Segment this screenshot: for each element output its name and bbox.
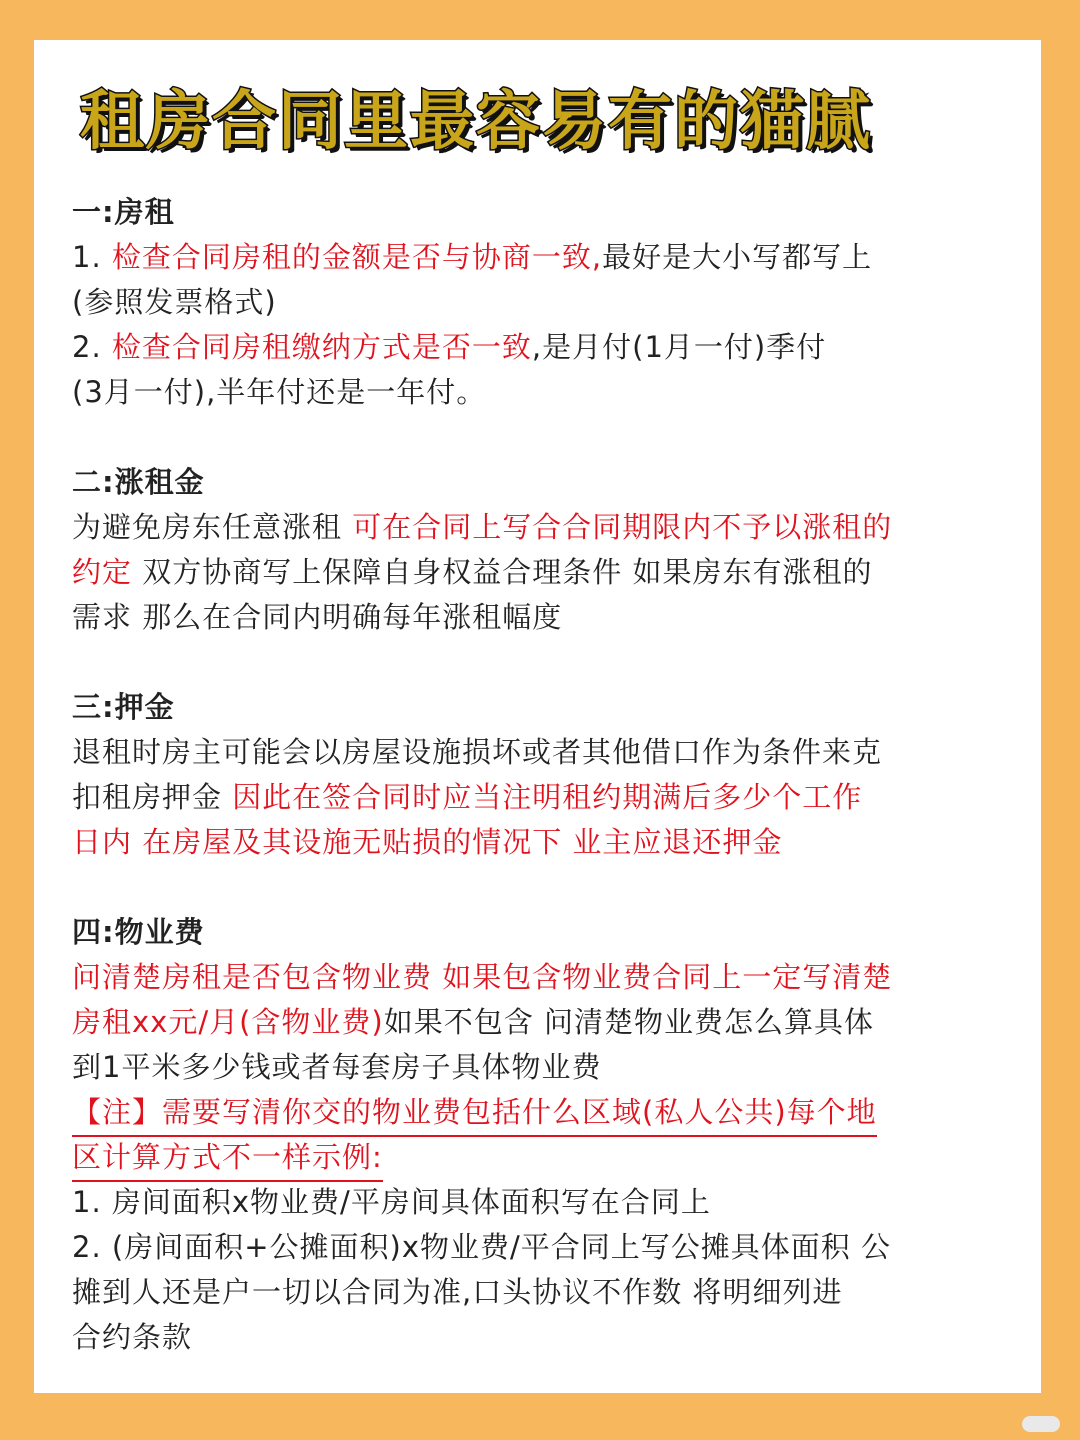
deposit-line-2-highlight: 因此在签合同时应当注明租约期满后多少个工作 — [232, 780, 863, 814]
deposit-line-2-text: 扣租房押金 — [72, 780, 233, 814]
rent-item-1-highlight: 检查合同房租的金额是否与协商一致, — [111, 240, 603, 274]
increase-line-3: 需求 那么在合同内明确每年涨租幅度 — [72, 600, 563, 634]
page-title: 租房合同里最容易有的猫腻 — [80, 84, 872, 159]
rent-item-1-continued: (参照发票格式) — [72, 285, 277, 319]
rent-item-2-highlight: 检查合同房租缴纳方式是否一致 — [111, 330, 532, 364]
rent-item-2-continued: (3月一付),半年付还是一年付。 — [72, 375, 487, 409]
rent-item-1-text: 最好是大小写都写上 — [602, 240, 873, 274]
rent-item-2-number: 2. — [72, 330, 112, 364]
content-card — [34, 40, 1041, 1393]
property-example-1: 1. 房间面积x物业费/平房间具体面积写在合同上 — [72, 1185, 711, 1219]
section-spacer — [72, 415, 1032, 460]
property-line-2-highlight: 房租xx元/月(含物业费) — [72, 1005, 384, 1039]
section-heading-property: 四:物业费 — [72, 915, 205, 949]
property-note-text-2: 区计算方式不一样示例: — [72, 1135, 383, 1182]
property-note-line-2 — [72, 1135, 1032, 1180]
deposit-line-2 — [72, 775, 1032, 820]
property-line-2-text: 如果不包含 问清楚物业费怎么算具体 — [383, 1005, 874, 1039]
increase-line-2 — [72, 550, 1032, 595]
increase-line-2-highlight: 约定 — [72, 555, 133, 589]
increase-line-1 — [72, 505, 1032, 550]
section-spacer — [72, 640, 1032, 685]
section-heading-deposit: 三:押金 — [72, 690, 175, 724]
property-line-2 — [72, 1000, 1032, 1045]
property-example-2-line-2: 摊到人还是户一切以合同为准,口头协议不作数 将明细列进 — [72, 1275, 843, 1309]
property-note-line-1 — [72, 1090, 1032, 1135]
property-line-1: 问清楚房租是否包含物业费 如果包含物业费合同上一定写清楚 — [72, 960, 893, 994]
property-line-3: 到1平米多少钱或者每套房子具体物业费 — [72, 1050, 602, 1084]
increase-line-1-text: 为避免房东任意涨租 — [72, 510, 353, 544]
deposit-line-1: 退租时房主可能会以房屋设施损坏或者其他借口作为条件来克 — [72, 735, 883, 769]
rent-item-2-text: ,是月付(1月一付)季付 — [531, 330, 827, 364]
rent-item-1-number: 1. — [72, 240, 112, 274]
deposit-line-3: 日内 在房屋及其设施无贴损的情况下 业主应退还押金 — [72, 825, 783, 859]
property-example-2-line-3: 合约条款 — [72, 1320, 193, 1354]
property-note-text-1: 【注】需要写清你交的物业费包括什么区域(私人公共)每个地 — [72, 1090, 877, 1137]
section-heading-increase: 二:涨租金 — [72, 465, 205, 499]
section-spacer — [72, 865, 1032, 910]
watermark-badge — [1022, 1416, 1060, 1432]
increase-line-2-text: 双方协商写上保障自身权益合理条件 如果房东有涨租的 — [132, 555, 873, 589]
rent-item-2 — [72, 325, 1032, 370]
increase-line-1-highlight: 可在合同上写合合同期限内不予以涨租的 — [352, 510, 893, 544]
article-body — [72, 190, 1032, 1360]
property-example-2-line-1: 2. (房间面积+公摊面积)x物业费/平合同上写公摊具体面积 公 — [72, 1230, 891, 1264]
section-heading-rent: 一:房租 — [72, 195, 175, 229]
rent-item-1 — [72, 235, 1032, 280]
